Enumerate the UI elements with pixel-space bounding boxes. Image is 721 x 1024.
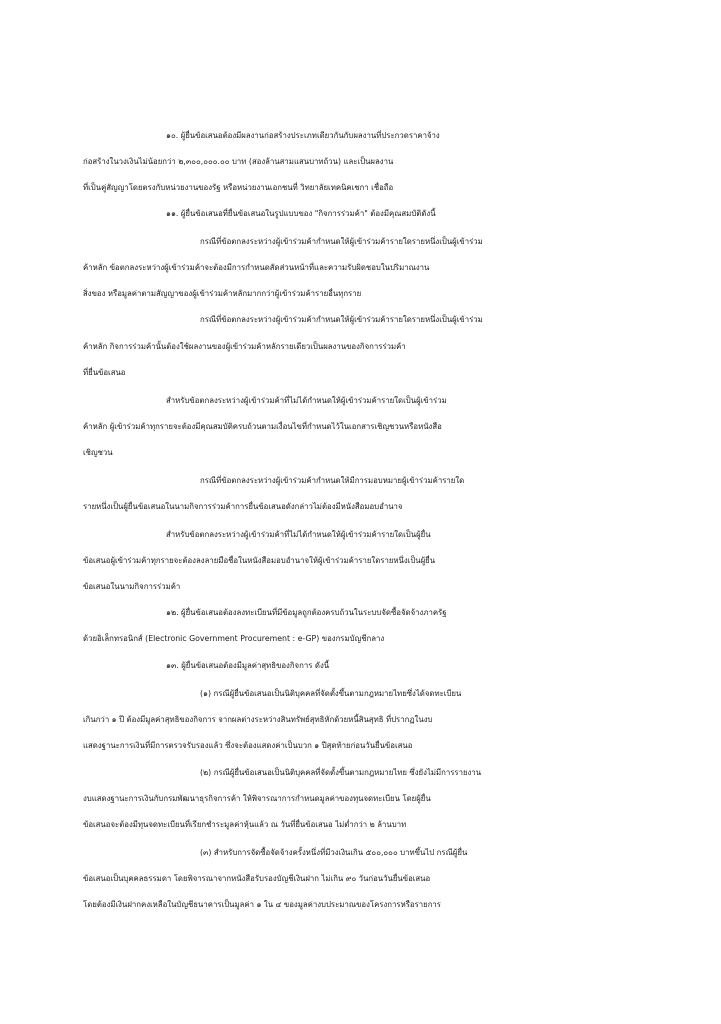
clause-13-item-3-line-3: โดยต้องมีเงินฝากคงเหลือในบัญชีธนาคารเป็นมูลค่า ๑ ใน ๔ ของมูลค่างบประมาณของโครงการหรือรายการ xyxy=(83,900,441,909)
clause-11-para-4-line-1: กรณีที่ข้อตกลงระหว่างผู้เข้าร่วมค้ากำหนดให้มีการมอบหมายผู้เข้าร่วมค้ารายใด xyxy=(200,476,465,485)
clause-11-para-2-line-2: ค้าหลัก กิจการร่วมค้านั้นต้องใช้ผลงานของผู้เข้าร่วมค้าหลักรายเดียวเป็นผลงานของกิจการร่วมค้า xyxy=(83,342,406,351)
clause-12-line-2: ด้วยอิเล็กทรอนิกส์ (Electronic Government Procurement : e-GP) ของกรมบัญชีกลาง xyxy=(83,634,385,643)
clause-11-para-5-line-2: ข้อเสนอผู้เข้าร่วมค้าทุกรายจะต้องลงลายมือชื่อในหนังสือมอบอำนาจให้ผู้เข้าร่วมค้ารายใดรายหนึ่งเป็นผู้ยื่น xyxy=(83,556,436,565)
clause-13-item-1-line-2: เกินกว่า ๑ ปี ต้องมีมูลค่าสุทธิของกิจการ จากผลต่างระหว่างสินทรัพย์สุทธิหักด้วยหนี้สินสุทธิ ที่ปรากฏในงบ xyxy=(83,715,433,724)
clause-13-heading: ๑๓. ผู้ยื่นข้อเสนอต้องมีมูลค่าสุทธิของกิจการ ดังนี้ xyxy=(166,661,330,670)
clause-11-para-1-line-3: สิ่งของ หรือมูลค่าตามสัญญาของผู้เข้าร่วมค้าหลักมากกว่าผู้เข้าร่วมค้ารายอื่นทุกราย xyxy=(83,289,362,298)
clause-13-item-2-line-1: (๒) กรณีผู้ยื่นข้อเสนอเป็นนิติบุคคลที่จัดตั้งขึ้นตามกฎหมายไทย ซึ่งยังไม่มีการรายงาน xyxy=(200,768,482,777)
clause-11-para-2-line-3: ที่ยื่นข้อเสนอ xyxy=(83,368,126,377)
clause-13-item-3-line-1: (๓) สำหรับการจัดซื้อจัดจ้างครั้งหนึ่งที่มีวงเงินเกิน ๕๐๐,๐๐๐ บาทขึ้นไป กรณีผู้ยื่น xyxy=(200,848,468,857)
clause-11-para-3-line-2: ค้าหลัก ผู้เข้าร่วมค้าทุกรายจะต้องมีคุณสมบัติครบถ้วนตามเงื่อนไขที่กำหนดไว้ในเอกสารเชิญชวนหรือหนังสือ xyxy=(83,422,442,431)
clause-11-para-5-line-3: ข้อเสนอในนามกิจการร่วมค้า xyxy=(83,582,181,591)
clause-13-item-1-line-3: แสดงฐานะการเงินที่มีการตรวจรับรองแล้ว ซึ่งจะต้องแสดงค่าเป็นบวก ๑ ปีสุดท้ายก่อนวันยื่นข้อเสนอ xyxy=(83,741,413,750)
clause-12-line-1: ๑๒. ผู้ยื่นข้อเสนอต้องลงทะเบียนที่มีข้อมูลถูกต้องครบถ้วนในระบบจัดซื้อจัดจ้างภาครัฐ xyxy=(166,608,447,617)
clause-13-item-1-line-1: (๑) กรณีผู้ยื่นข้อเสนอเป็นนิติบุคคลที่จัดตั้งขึ้นตามกฎหมายไทยซึ่งได้จดทะเบียน xyxy=(200,689,462,698)
clause-13-item-3-line-2: ข้อเสนอเป็นบุคคลธรรมดา โดยพิจารณาจากหนังสือรับรองบัญชีเงินฝาก ไม่เกิน ๙๐ วันก่อนวันยื่นข้อเสนอ xyxy=(83,874,431,883)
clause-10-line-3: ที่เป็นคู่สัญญาโดยตรงกับหน่วยงานของรัฐ หรือหน่วยงานเอกชนที่ วิทยาลัยเทคนิคเชกา เชื่อถือ xyxy=(83,183,394,192)
clause-13-item-2-line-3: ข้อเสนอจะต้องมีทุนจดทะเบียนที่เรียกชำระมูลค่าหุ้นแล้ว ณ วันที่ยื่นข้อเสนอ ไม่ต่ำกว่า ๒ ล้านบาท xyxy=(83,820,407,829)
clause-11-para-3-line-3: เชิญชวน xyxy=(83,448,113,457)
clause-11-para-5-line-1: สำหรับข้อตกลงระหว่างผู้เข้าร่วมค้าที่ไม่ได้กำหนดให้ผู้เข้าร่วมค้ารายใดเป็นผู้ยื่น xyxy=(166,530,431,539)
clause-11-para-3-line-1: สำหรับข้อตกลงระหว่างผู้เข้าร่วมค้าที่ไม่ได้กำหนดให้ผู้เข้าร่วมค้ารายใดเป็นผู้เข้าร่วม xyxy=(166,396,447,405)
clause-10-line-1: ๑๐. ผู้ยื่นข้อเสนอต้องมีผลงานก่อสร้างประเภทเดียวกันกับผลงานที่ประกวดราคาจ้าง xyxy=(166,131,440,140)
clause-11-para-4-line-2: รายหนึ่งเป็นผู้ยื่นข้อเสนอในนามกิจการร่วมค้าการยื่นข้อเสนอดังกล่าวไม่ต้องมีหนังสือมอบอำนาจ xyxy=(83,502,403,511)
clause-10-line-2: ก่อสร้างในวงเงินไม่น้อยกว่า ๒,๓๐๐,๐๐๐.๐๐ บาท (สองล้านสามแสนบาทถ้วน) และเป็นผลงาน xyxy=(83,157,394,166)
clause-13-item-2-line-2: งบแสดงฐานะการเงินกับกรมพัฒนาธุรกิจการค้า ให้พิจารณาการกำหนดมูลค่าของทุนจดทะเบียน โดยผู้ยื่น xyxy=(83,794,431,803)
clause-11-heading: ๑๑. ผู้ยื่นข้อเสนอที่ยื่นข้อเสนอในรูปแบบของ "กิจการร่วมค้า" ต้องมีคุณสมบัติดังนี้ xyxy=(166,209,436,218)
clause-11-para-1-line-1: กรณีที่ข้อตกลงระหว่างผู้เข้าร่วมค้ากำหนดให้ผู้เข้าร่วมค้ารายใดรายหนึ่งเป็นผู้เข้าร่วม xyxy=(200,237,483,246)
clause-11-para-2-line-1: กรณีที่ข้อตกลงระหว่างผู้เข้าร่วมค้ากำหนดให้ผู้เข้าร่วมค้ารายใดรายหนึ่งเป็นผู้เข้าร่วม xyxy=(200,315,483,324)
clause-11-para-1-line-2: ค้าหลัก ข้อตกลงระหว่างผู้เข้าร่วมค้าจะต้องมีการกำหนดสัดส่วนหน้าที่และความรับผิดชอบในปริมาณงาน xyxy=(83,263,430,272)
